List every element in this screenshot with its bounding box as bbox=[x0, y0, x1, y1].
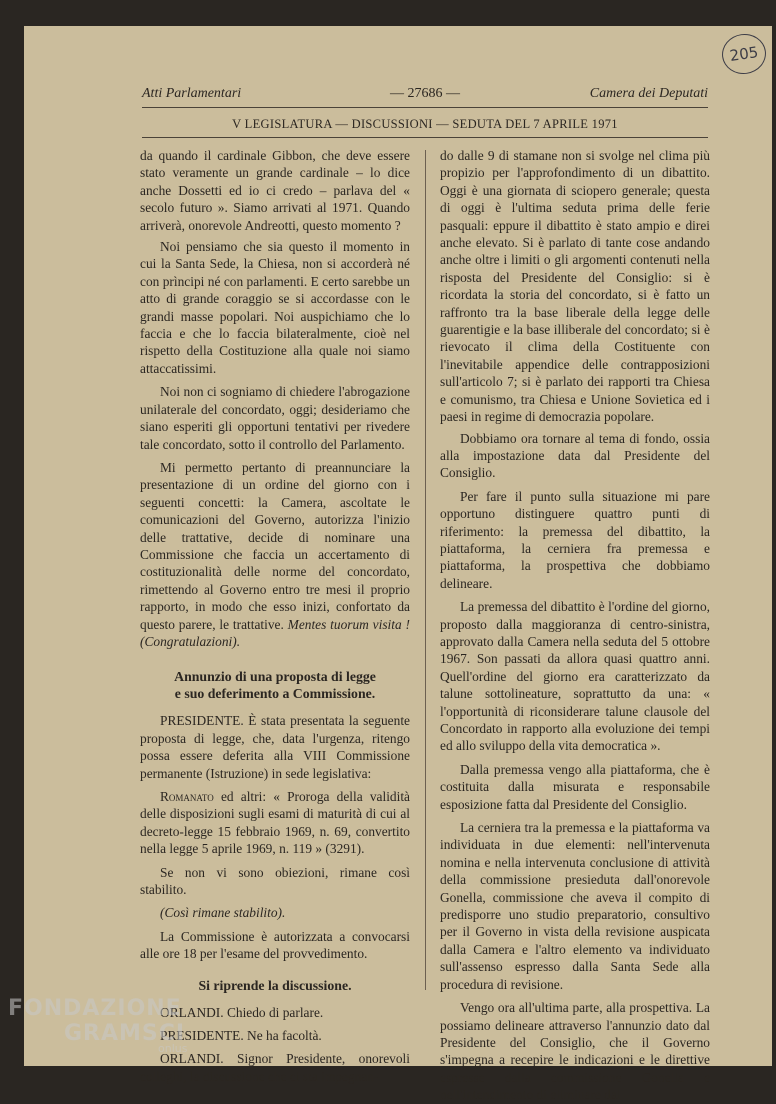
paragraph: La premessa del dibattito è l'ordine del giorno, proposto dalla maggioranza di centro-sinistra, approvato dalla Camera nella seduta del 5 ottobre 1967. Son passati da allora quasi quattro anni. Quell'ordine del giorno era caratterizzato da talune sottolineature, soprattutto da una: « l'opportunità di riconsiderare talune clausole del Concordato in rapporto alla evoluzione dei tempi ed allo sviluppo della vita democratica ». bbox=[440, 599, 710, 754]
paragraph: ORLANDI. Chiedo di parlare. bbox=[160, 1004, 324, 1020]
applause-note: (Congratulazioni). bbox=[140, 633, 241, 649]
paragraph bbox=[140, 712, 410, 782]
paragraph: Noi pensiamo che sia questo il momento in cui la Santa Sede, la Chiesa, non si accorderà né con prìncipi né con parlamenti. E certo sarebbe un atto di grande coraggio se si accordasse con le grandi masse popolari. Noi auspichiamo che lo faccia e che lo faccia bilateralmente, cioè nel rispetto della Costituzione alla quale noi siamo attaccatissimi. bbox=[140, 239, 410, 376]
paragraph: Noi non ci sogniamo di chiedere l'abrogazione unilaterale del concordato, oggi; desideriamo che siano esperiti gli opportuni tentativi per rivedere tale concordato, sotto il controllo del Parlamento. bbox=[140, 384, 410, 452]
header-rule-top bbox=[142, 107, 708, 108]
column-divider bbox=[425, 150, 426, 990]
watermark-logo bbox=[8, 996, 208, 1066]
latin-quote: Mentes tuorum visita ! bbox=[287, 616, 410, 632]
paragraph: PRESIDENTE. Ne ha facoltà. bbox=[160, 1028, 322, 1044]
bill-text: ed altri: « Proroga della validità delle disposizioni sugli esami di maturità di cui al decreto-legge 15 febbraio 1969, n. 69, convertito nella legge 5 aprile 1969, n. 119 » (3291). bbox=[140, 789, 410, 857]
session-line: V LEGISLATURA — DISCUSSIONI — SEDUTA DEL 7 APRILE 1971 bbox=[232, 117, 618, 131]
paragraph: Per fare il punto sulla situazione mi pare opportuno distinguere quattro punti di riferimento: la premessa del dibattito, la piattaforma, la cerniera fra premessa e piattaforma, la prospettiva che dobbiamo delineare. bbox=[440, 488, 710, 591]
heading-line: Annunzio di una proposta di legge bbox=[174, 669, 376, 685]
author-name: Romanato bbox=[160, 789, 214, 804]
paragraph: Se non vi sono obiezioni, rimane così stabilito. bbox=[140, 864, 410, 898]
watermark-line: onlus bbox=[158, 1042, 188, 1055]
header-left: Atti Parlamentari bbox=[142, 86, 242, 101]
header-page-number: — 27686 — bbox=[390, 86, 460, 101]
paragraph: Vengo ora all'ultima parte, alla prospettiva. La possiamo delineare attraverso l'annunzio dato dal Presidente del Consiglio, che il Governo s'impegna a recepire le indicazioni e le direttive espresse dalla commissione Gonella e nell'intendimento di eliminare dal bbox=[440, 1000, 710, 1103]
paragraph: da quando il cardinale Gibbon, che deve essere stato veramente un grande cardinale – lo dice anche Dossetti ed io ci credo – parlava del « secolo futuro ». Siamo arrivati al 1971. Quando arriverà, onorevole Andreotti, questo momento ? bbox=[140, 148, 410, 233]
section-heading bbox=[140, 668, 410, 702]
speech-text: È stata presentata la seguente proposta di legge, che, data l'urgenza, ritengo possa essere deferita alla VIII Commissione permanente (Istruzione) in sede legislativa: bbox=[140, 713, 410, 781]
paragraph-text: Mi permetto pertanto di preannunciare la presentazione di un ordine del giorno con i seguenti concetti: la Camera, ascoltate le comunicazioni del Governo, autorizza l'inizio delle trattative, decide di nominare una Commissione che faccia un accertamento di costituzionalità delle norme del concordato, rimettendo al Governo entro tre mesi il proprio rapporto, in modo che esso inizi, confortato da questo parere, le trattative. bbox=[140, 459, 410, 632]
watermark-line: GRAMSCI bbox=[64, 1021, 186, 1046]
section-heading: Si riprende la discussione. bbox=[198, 977, 352, 993]
paragraph bbox=[140, 788, 410, 858]
paragraph bbox=[140, 459, 410, 650]
header-right: Camera dei Deputati bbox=[589, 86, 708, 101]
paragraph: La cerniera tra la premessa e la piattaforma va individuata in due elementi: nell'intervenuta nomina e nella intervenuta conclusione di attività della commissione presieduta dall'onorevole Gonella, commissione che aveva il compito di predisporre uno studio preparatorio, consultivo per il Governo in vista della revisione auspicata dalla Camera e l'altro elemento va individuato sull'assenso espresso dalla Santa Sede alla procedura di revisione. bbox=[440, 820, 710, 992]
paragraph: La Commissione è autorizzata a convocarsi alle ore 18 per l'esame del provvedimento. bbox=[140, 928, 410, 962]
handwritten-page-number: 205 bbox=[719, 31, 768, 77]
speaker-name: PRESIDENTE. bbox=[160, 713, 244, 729]
watermark-line: FONDAZIONE bbox=[8, 996, 182, 1021]
procedural-note: (Così rimane stabilito). bbox=[160, 905, 286, 921]
paragraph: do dalle 9 di stamane non si svolge nel clima più propizio per l'approfondimento di un dibattito. Oggi è una giornata di sciopero generale; questa di oggi è l'ultima seduta prima delle ferie pasquali: eppure il dibattito è stato ampio e direi anche elevato. Si è parlato di tante cose andando anche oltre i limiti o gli argomenti contenuti nella risposta del Presidente del Consiglio: si è ricordata la storia del concordato, si è fatto un raffronto tra la base liberale della legge delle guarentigie e la base illiberale del concordato; si è rievocato il clima della Costituente con l'inevitabile appendice delle contrapposizioni sull'articolo 7; si è parlato dei rapporti tra Chiesa e comunismo, tra Chiesa e Unione Sovietica ed i paesi in regime di democrazia popolare. bbox=[440, 148, 710, 425]
running-header bbox=[142, 86, 708, 106]
paragraph bbox=[140, 904, 410, 921]
paragraph: ORLANDI. Signor Presidente, onorevoli colleghi, la discussione che ci sta impegnan- bbox=[140, 1051, 410, 1084]
header-rule-bottom bbox=[142, 137, 708, 138]
paragraph: Dalla premessa vengo alla piattaforma, che è costituita dalla misurata e responsabile esposizione fatta dal Presidente del Consiglio. bbox=[440, 761, 710, 812]
heading-line: e suo deferimento a Commissione. bbox=[174, 686, 376, 702]
paragraph: Dobbiamo ora tornare al tema di fondo, ossia alla impostazione data dal Presidente del Consiglio. bbox=[440, 430, 710, 481]
right-column bbox=[440, 147, 710, 1103]
